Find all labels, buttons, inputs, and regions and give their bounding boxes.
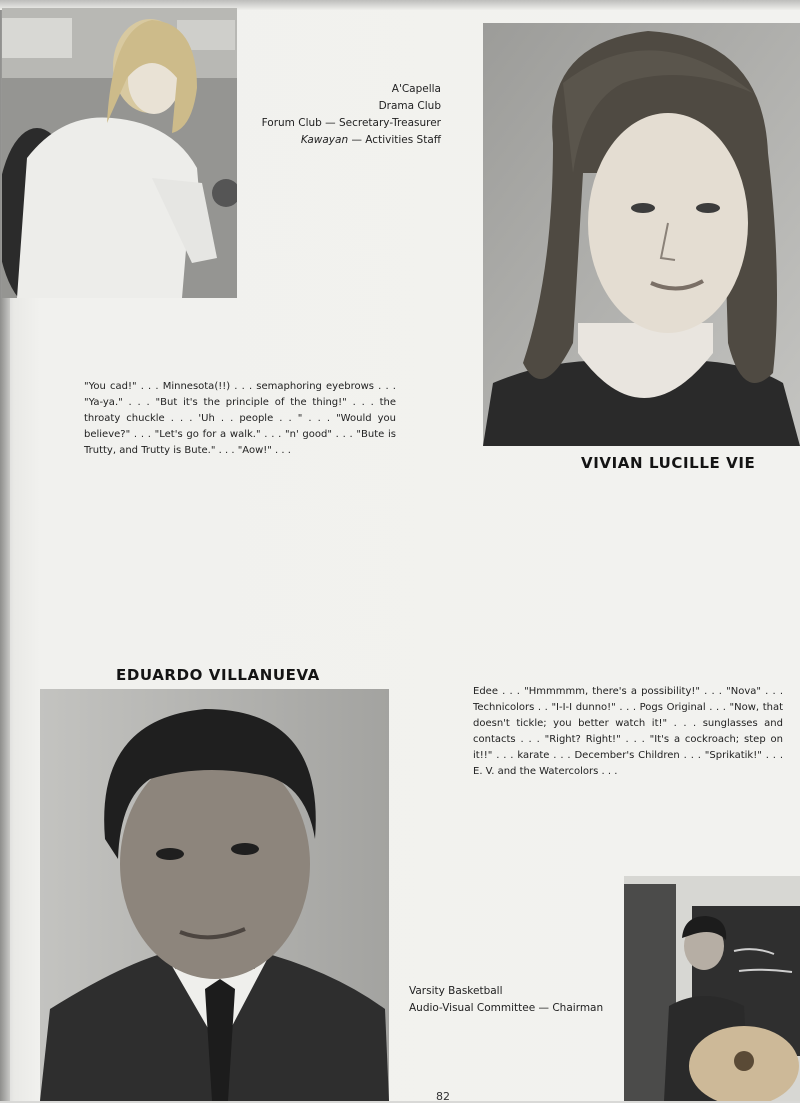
vivian-quotes: "You cad!" . . . Minnesota(!!) . . . semaphoring eyebrows . . . "Ya-ya." . . . "But it's the principle of the thing!" . . . the throaty chuckle . . . 'Uh . . people . . " . . . "Would you believe?" . . . "Let's go for a walk." . . . "n' good" . . . "Bute is Trutty, and Trutty is Bute." . . . "Aow!" . . .	[84, 381, 396, 456]
activity-varsity-basketball: Varsity Basketball	[409, 985, 503, 997]
eduardo-quotes: Edee . . . "Hmmmmm, there's a possibility!" . . . "Nova" . . . Technicolors . . "I-I-I dunno!" . . . Pogs Original . . . "Now, that doesn't tickle; you better watch it!" . . . sunglasses and contacts . . . "Right? Right!" . . . "It's a cockroach; step on it!!" . . . karate . . . December's Children . . . "Sprikatik!" . . . E. V. and the Watercolors . . .	[473, 686, 783, 777]
activity-kawayan	[245, 132, 441, 149]
activity-acapella: A'Capella	[391, 83, 441, 95]
vivian-portrait-photo	[483, 23, 800, 446]
activity-forum-club: Forum Club — Secretary-Treasurer	[261, 117, 441, 129]
eduardo-name: EDUARDO VILLANUEVA	[116, 666, 320, 684]
activity-kawayan-title: Kawayan	[300, 134, 349, 146]
activity-audio-visual: Audio-Visual Committee — Chairman	[409, 1002, 604, 1014]
vivian-activities	[245, 81, 441, 149]
eduardo-activities	[409, 983, 619, 1017]
eduardo-candid-photo	[624, 876, 800, 1101]
vivian-candid-photo	[2, 8, 237, 298]
vivian-name: VIVIAN LUCILLE VIE	[581, 454, 756, 472]
page-number: 82	[436, 1090, 450, 1103]
activity-kawayan-role: — Activities Staff	[348, 134, 441, 146]
eduardo-portrait-photo	[40, 689, 389, 1101]
activity-drama-club: Drama Club	[378, 100, 441, 112]
